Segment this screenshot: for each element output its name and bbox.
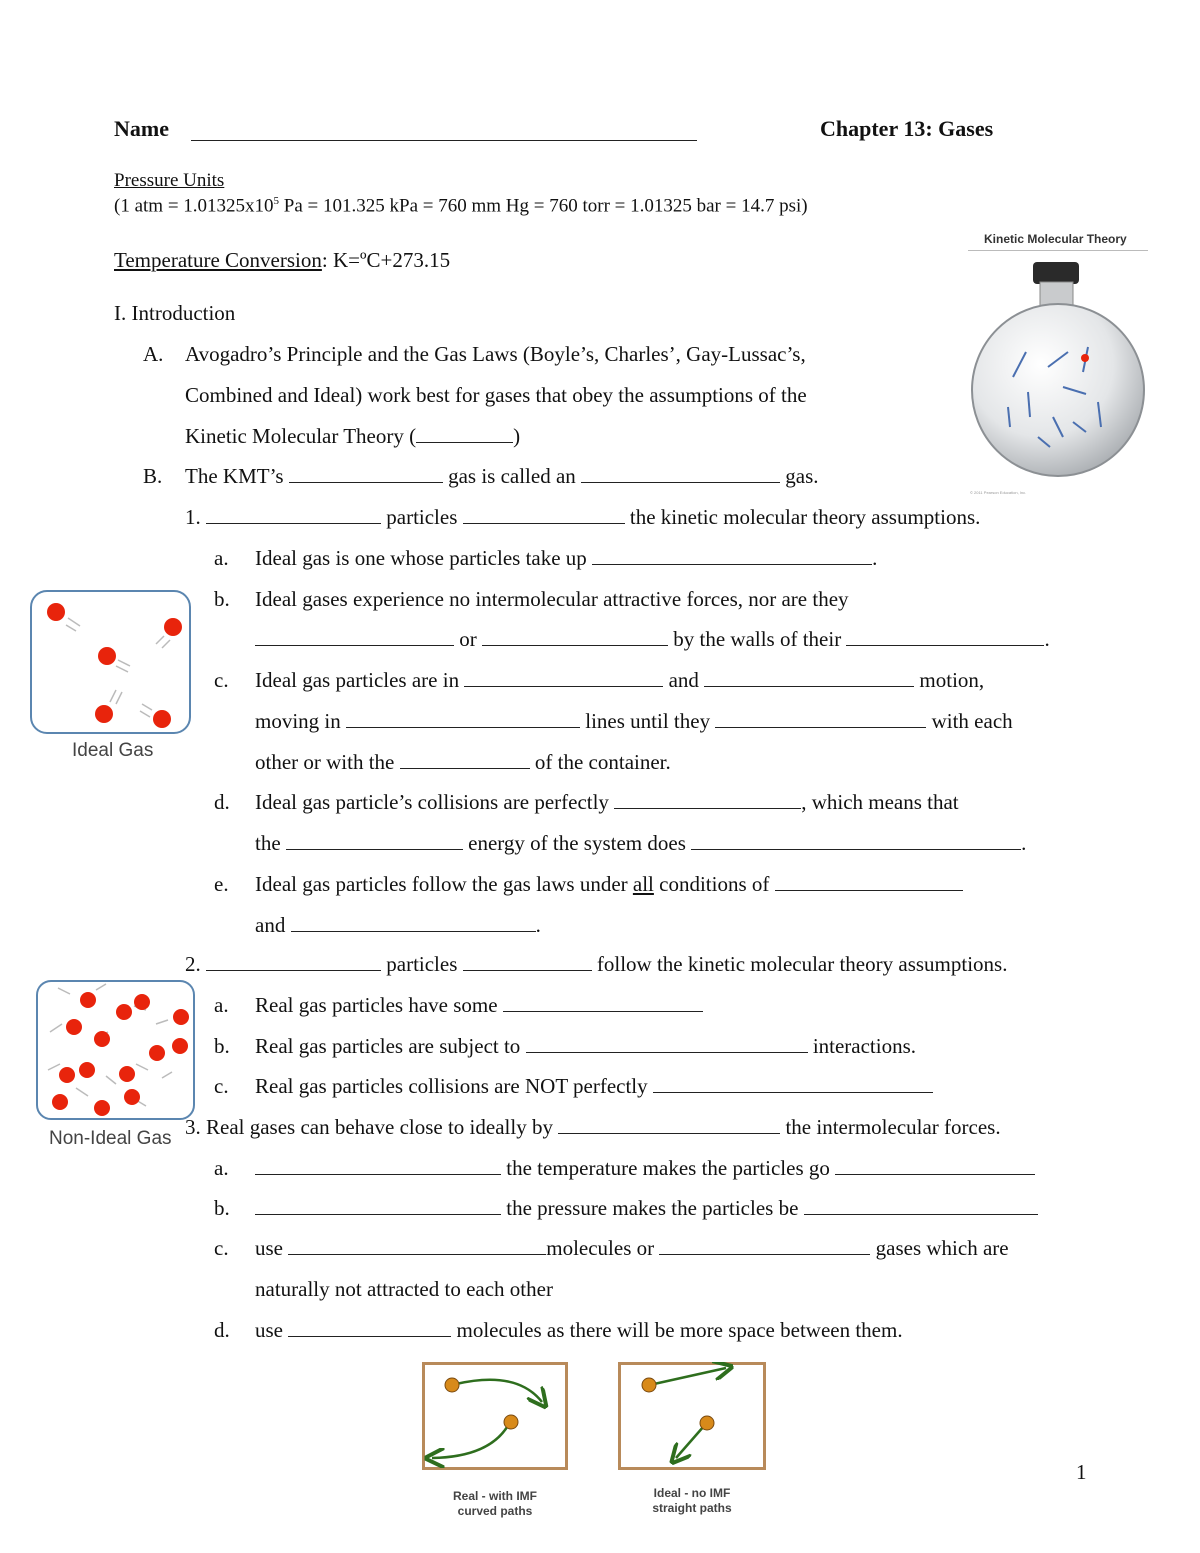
item3-d-marker: d. bbox=[214, 1318, 230, 1342]
item-b-line: The KMT’s gas is called an gas. bbox=[185, 464, 819, 488]
kmt-abbrev-blank[interactable] bbox=[416, 424, 513, 443]
item1-d-blank-3[interactable] bbox=[691, 831, 1021, 850]
item3-blank[interactable] bbox=[558, 1115, 780, 1134]
item-a-line3: Kinetic Molecular Theory ( ) bbox=[185, 424, 521, 448]
ideal-paths-caption: Ideal - no IMF straight paths bbox=[652, 1486, 732, 1515]
page-number: 1 bbox=[1076, 1460, 1087, 1484]
flask-stopper-icon bbox=[1033, 262, 1079, 284]
item1-d-line2: the energy of the system does . bbox=[255, 831, 1027, 855]
item2-b-line: Real gas particles are subject to interactions. bbox=[255, 1034, 917, 1058]
item3-b-blank-2[interactable] bbox=[804, 1196, 1038, 1215]
item1-c-blank-5[interactable] bbox=[400, 750, 530, 769]
item3-b-marker: b. bbox=[214, 1196, 230, 1220]
temperature-line: Temperature Conversion: K=ºC+273.15 bbox=[114, 248, 451, 272]
non-ideal-gas-diagram bbox=[36, 980, 196, 1122]
item2-line: 2. particles follow the kinetic molecular theory assumptions. bbox=[185, 952, 1008, 976]
gas-type-blank[interactable] bbox=[581, 464, 780, 483]
item1-a-blank[interactable] bbox=[592, 546, 872, 565]
item1-d-blank-2[interactable] bbox=[286, 831, 463, 850]
item2-c-marker: c. bbox=[214, 1074, 229, 1098]
item1-a-marker: a. bbox=[214, 546, 229, 570]
flask-body bbox=[972, 304, 1144, 476]
non-ideal-gas-label: Non-Ideal Gas bbox=[49, 1128, 172, 1149]
item2-blank-2[interactable] bbox=[463, 952, 592, 971]
item2-blank-1[interactable] bbox=[206, 952, 381, 971]
item1-b-blank-3[interactable] bbox=[846, 627, 1044, 646]
item1-e-marker: e. bbox=[214, 872, 229, 896]
item1-a-line: Ideal gas is one whose particles take up . bbox=[255, 546, 878, 570]
item1-d-marker: d. bbox=[214, 790, 230, 814]
item1-c-line3: other or with the of the container. bbox=[255, 750, 671, 774]
item1-b-line2: or by the walls of their . bbox=[255, 627, 1050, 652]
item1-c-blank-2[interactable] bbox=[704, 668, 914, 687]
item3-a-line: the temperature makes the particles go bbox=[255, 1156, 1035, 1181]
item1-c-line1: Ideal gas particles are in and motion, bbox=[255, 668, 985, 692]
item1-b-line1: Ideal gases experience no intermolecular attractive forces, nor are they bbox=[255, 587, 849, 611]
item3-a-blank-2[interactable] bbox=[835, 1156, 1035, 1175]
kmt-gas-blank[interactable] bbox=[289, 464, 443, 483]
item3-c-blank-1[interactable] bbox=[288, 1236, 546, 1255]
item1-b-blank-1[interactable] bbox=[255, 627, 454, 646]
real-paths-caption: Real - with IMF curved paths bbox=[453, 1489, 537, 1518]
chapter-title: Chapter 13: Gases bbox=[820, 116, 994, 141]
item1-e-line2: and . bbox=[255, 913, 541, 937]
item1-e-line1: Ideal gas particles follow the gas laws under all conditions of bbox=[255, 872, 963, 897]
item3-d-line: use molecules as there will be more space between them. bbox=[255, 1318, 903, 1342]
item1-c-blank-1[interactable] bbox=[464, 668, 663, 687]
item3-c-marker: c. bbox=[214, 1236, 229, 1260]
item1-c-marker: c. bbox=[214, 668, 229, 692]
item1-e-blank-2[interactable] bbox=[291, 913, 536, 932]
item-a-line1: Avogadro’s Principle and the Gas Laws (Boyle’s, Charles’, Gay-Lussac’s, bbox=[185, 342, 806, 366]
item3-d-blank[interactable] bbox=[288, 1318, 451, 1337]
item2-a-line: Real gas particles have some bbox=[255, 993, 703, 1018]
item1-d-line1: Ideal gas particle’s collisions are perfectly , which means that bbox=[255, 790, 959, 814]
pressure-line: (1 atm = $1.01325x10^5$ Pa = 101.325 kPa = 760 mm Hg = 760 torr = 1.01325 bar = 14.7 psi) bbox=[114, 195, 808, 217]
item2-c-blank[interactable] bbox=[653, 1074, 933, 1093]
pressure-heading: Pressure Units bbox=[114, 170, 225, 191]
item1-c-blank-4[interactable] bbox=[715, 709, 926, 728]
item3-b-line: the pressure makes the particles be bbox=[255, 1196, 1038, 1221]
item3-b-blank-1[interactable] bbox=[255, 1196, 501, 1215]
item2-c-line: Real gas particles collisions are NOT perfectly bbox=[255, 1074, 933, 1099]
collision-marker bbox=[1081, 354, 1089, 362]
kmt-figure-title: Kinetic Molecular Theory bbox=[984, 232, 1127, 246]
item3-a-marker: a. bbox=[214, 1156, 229, 1180]
ideal-gas-label: Ideal Gas bbox=[72, 740, 154, 761]
item1-blank-2[interactable] bbox=[463, 505, 625, 524]
item2-b-blank[interactable] bbox=[526, 1034, 808, 1053]
item-a-marker: A. bbox=[143, 342, 164, 366]
item1-e-blank-1[interactable] bbox=[775, 872, 963, 891]
item2-a-blank[interactable] bbox=[503, 993, 703, 1012]
item3-c-line1: use molecules or gases which are bbox=[255, 1236, 1009, 1260]
item2-a-marker: a. bbox=[214, 993, 229, 1017]
item3-a-blank-1[interactable] bbox=[255, 1156, 501, 1175]
item1-b-blank-2[interactable] bbox=[482, 627, 668, 646]
kmt-flask-figure bbox=[968, 232, 1148, 497]
item-b-marker: B. bbox=[143, 464, 163, 488]
item1-d-blank-1[interactable] bbox=[614, 790, 801, 809]
item2-b-marker: b. bbox=[214, 1034, 230, 1058]
flask-illustration bbox=[968, 232, 1148, 497]
item3-c-blank-2[interactable] bbox=[659, 1236, 870, 1255]
item3-line: 3. Real gases can behave close to ideally by the intermolecular forces. bbox=[185, 1115, 1001, 1139]
name-field[interactable] bbox=[191, 126, 697, 141]
item-a-line2: Combined and Ideal) work best for gases that obey the assumptions of the bbox=[185, 383, 807, 407]
section-title: I. Introduction bbox=[114, 301, 236, 325]
item1-c-blank-3[interactable] bbox=[346, 709, 580, 728]
item1-line: 1. particles the kinetic molecular theory assumptions. bbox=[185, 505, 981, 529]
ideal-paths-diagram bbox=[618, 1362, 766, 1470]
item1-b-marker: b. bbox=[214, 587, 230, 611]
ideal-gas-diagram bbox=[30, 590, 192, 736]
item1-blank-1[interactable] bbox=[206, 505, 381, 524]
name-label: Name bbox=[114, 116, 169, 141]
real-paths-diagram bbox=[422, 1362, 568, 1470]
figure-copyright: © 2011 Pearson Education, Inc. bbox=[970, 490, 1027, 495]
item1-c-line2: moving in lines until they with each bbox=[255, 709, 1013, 733]
item3-c-line2: naturally not attracted to each other bbox=[255, 1277, 553, 1301]
